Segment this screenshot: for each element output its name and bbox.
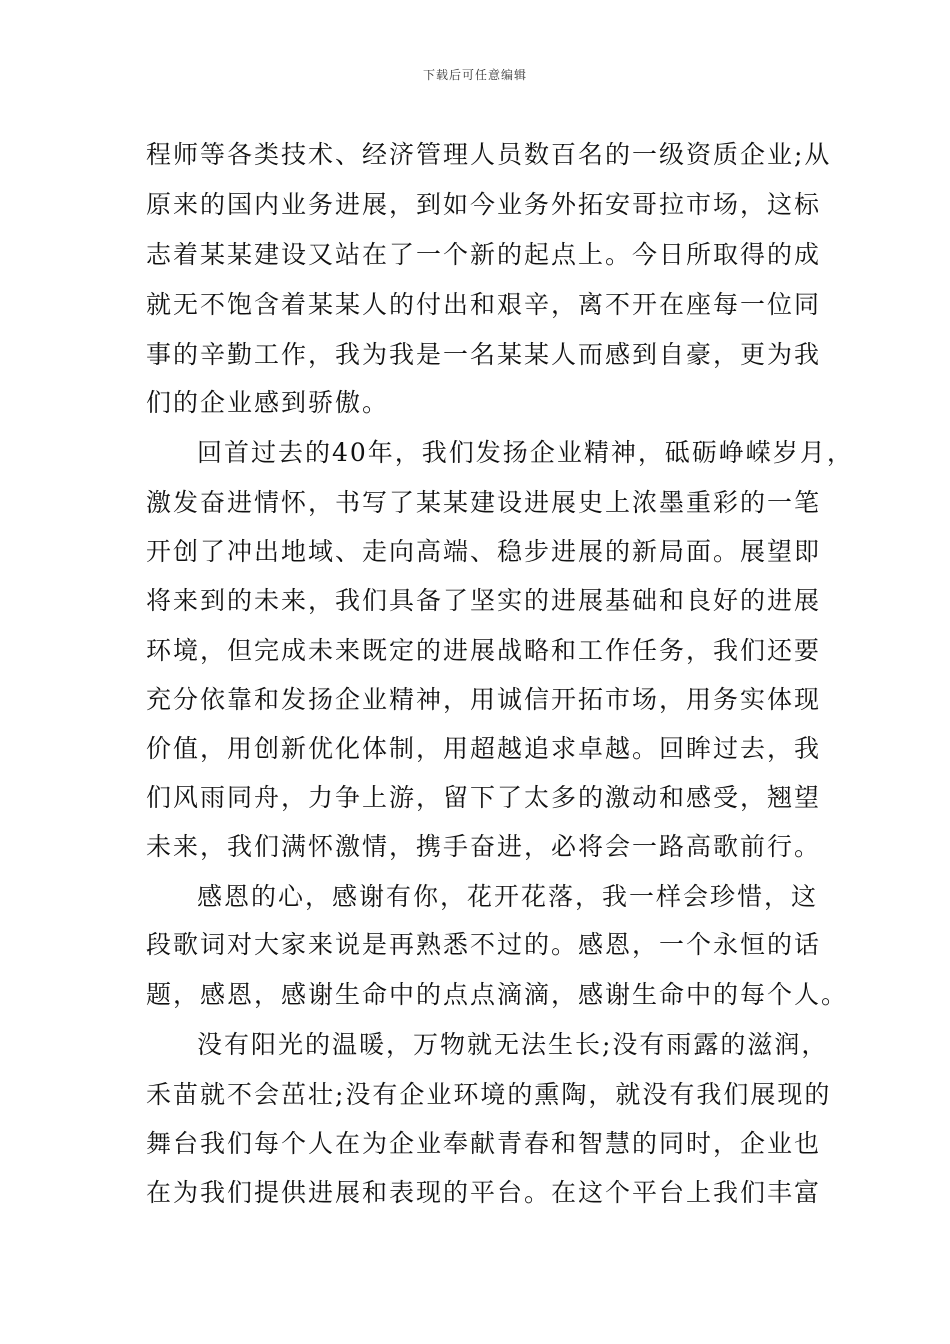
- text-line: 题，感恩，感谢生命中的点点滴滴，感谢生命中的每个人。: [146, 980, 849, 1009]
- text-line: 事的辛勤工作，我为我是一名某某人而感到自豪，更为我: [146, 340, 822, 369]
- text-line: 原来的国内业务进展，到如今业务外拓安哥拉市场，这标: [146, 190, 822, 219]
- header-note: 下载后可任意编辑: [422, 68, 527, 82]
- text-line: 就无不饱含着某某人的付出和艰辛，离不开在座每一位同: [146, 290, 822, 319]
- paragraph-first-line: 感恩的心，感谢有你，花开花落，我一样会珍惜，这: [197, 882, 819, 911]
- text-line: 们风雨同舟，力争上游，留下了太多的激动和感受，翘望: [146, 783, 822, 812]
- text-line: 志着某某建设又站在了一个新的起点上。今日所取得的成: [146, 240, 822, 269]
- text-line: 充分依靠和发扬企业精神，用诚信开拓市场，用务实体现: [146, 685, 822, 714]
- text-line: 未来，我们满怀激情，携手奋进，必将会一路高歌前行。: [146, 832, 822, 861]
- text-line: 激发奋进情怀，书写了某某建设进展史上浓墨重彩的一笔: [146, 488, 822, 517]
- text-line: 舞台我们每个人在为企业奉献青春和智慧的同时，企业也: [146, 1129, 822, 1158]
- text-line: 禾苗就不会茁壮;没有企业环境的熏陶，就没有我们展现的: [146, 1080, 832, 1109]
- paragraph-first-line: 回首过去的40年，我们发扬企业精神，砥砺峥嵘岁月，: [197, 438, 854, 467]
- text-line: 环境，但完成未来既定的进展战略和工作任务，我们还要: [146, 636, 822, 665]
- text-line: 在为我们提供进展和表现的平台。在这个平台上我们丰富: [146, 1178, 822, 1207]
- text-line: 价值，用创新优化体制，用超越追求卓越。回眸过去，我: [146, 734, 822, 763]
- text-line: 们的企业感到骄傲。: [146, 388, 390, 417]
- paragraph-first-line: 没有阳光的温暖，万物就无法生长;没有雨露的滋润，: [197, 1030, 829, 1059]
- text-line: 段歌词对大家来说是再熟悉不过的。感恩，一个永恒的话: [146, 930, 822, 959]
- text-line: 将来到的未来，我们具备了坚实的进展基础和良好的进展: [146, 586, 822, 615]
- text-line: 程师等各类技术、经济管理人员数百名的一级资质企业;从: [146, 140, 832, 169]
- text-line: 开创了冲出地域、走向高端、稳步进展的新局面。展望即: [146, 537, 822, 566]
